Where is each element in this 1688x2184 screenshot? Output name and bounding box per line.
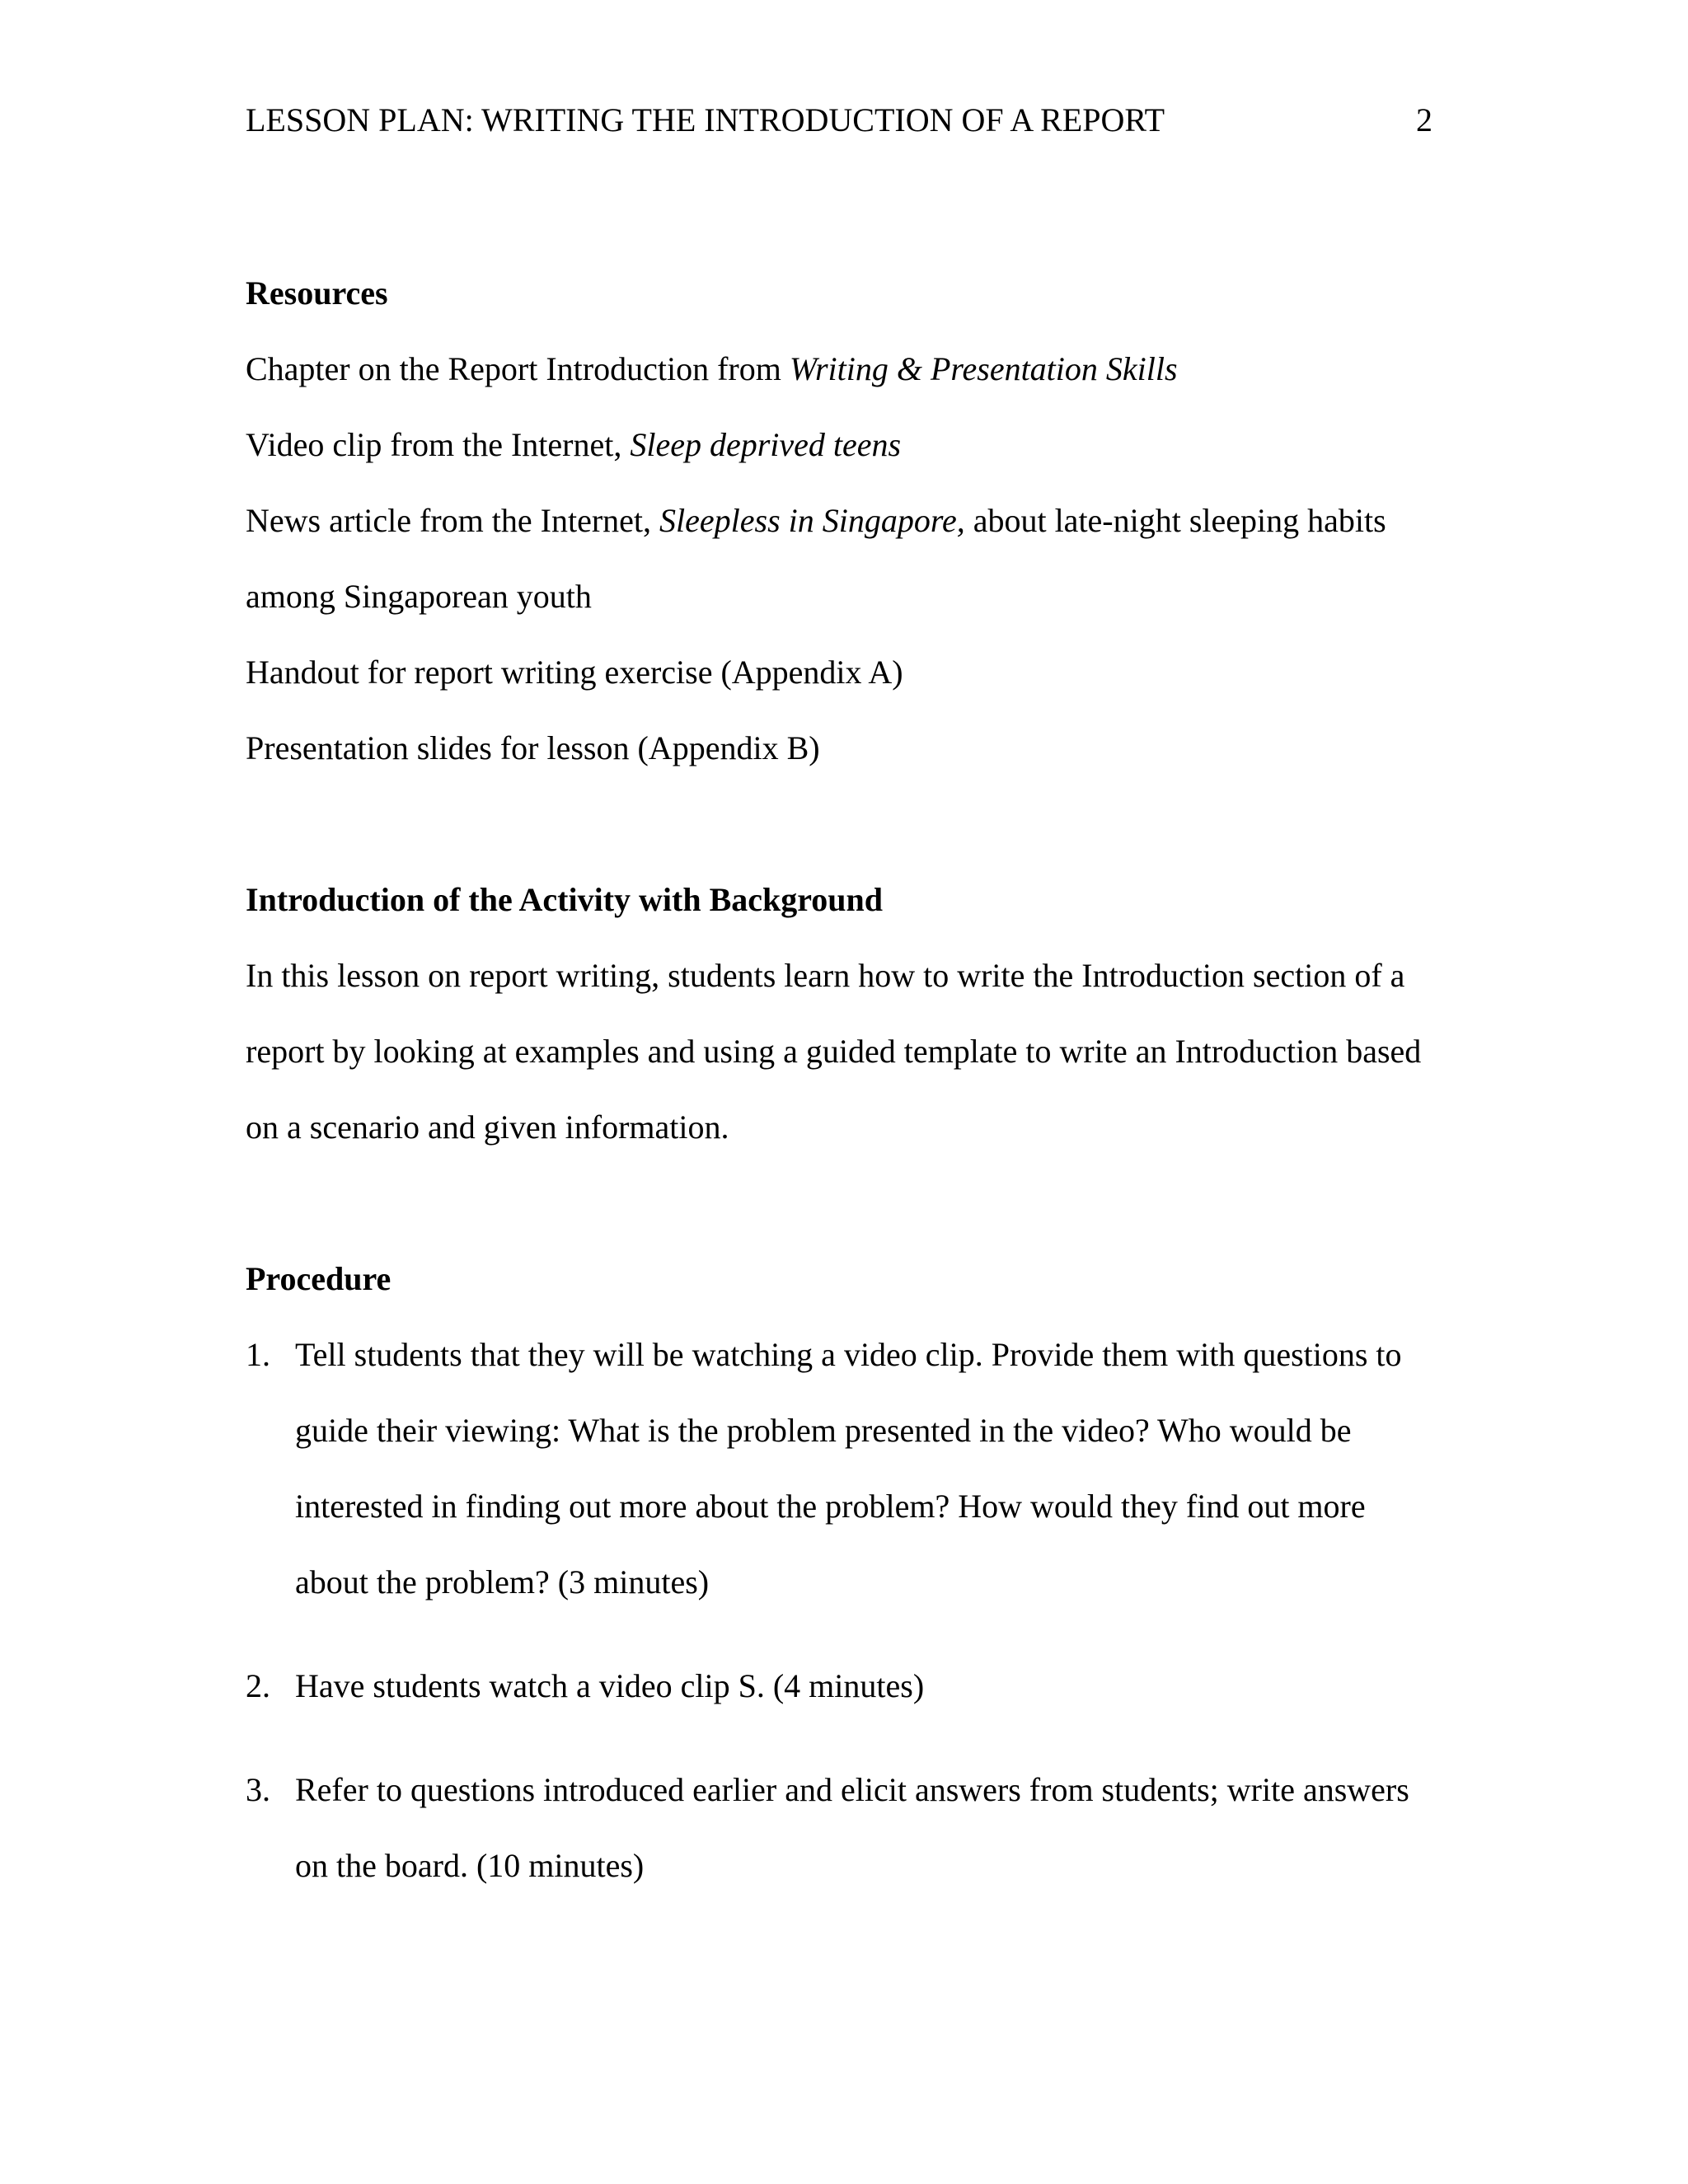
introduction-line: report by looking at examples and using a guided template to write an Introduction based (246, 1033, 1422, 1070)
introduction-heading: Introduction of the Activity with Background (246, 881, 884, 918)
resource-item-video (246, 420, 1449, 496)
introduction-line: on a scenario and given information. (246, 1108, 729, 1146)
resource-item-slides: Presentation slides for lesson (Appendix B) (246, 729, 820, 766)
step-line: interested in finding out more about the problem? How would they find out more (295, 1488, 1366, 1525)
step-line: Have students watch a video clip S. (4 minutes) (295, 1667, 925, 1704)
resource-item-article-cont: among Singaporean youth (246, 578, 592, 615)
page-number: 2 (1416, 101, 1432, 138)
procedure-step-2 (246, 1661, 1449, 1737)
step-number: 3. (246, 1771, 270, 1808)
procedure-step-1 (246, 1330, 1449, 1633)
step-line: Tell students that they will be watching a video clip. Provide them with questions to (295, 1336, 1402, 1373)
resources-heading: Resources (246, 274, 388, 312)
step-line: Refer to questions introduced earlier and elicit answers from students; write answers (295, 1771, 1409, 1808)
step-line: on the board. (10 minutes) (295, 1847, 645, 1884)
resource-text: News article from the Internet, (246, 502, 660, 539)
video-title: Sleep deprived teens (630, 426, 902, 463)
resource-text: about late-night sleeping habits (964, 502, 1386, 539)
introduction-line: In this lesson on report writing, students learn how to write the Introduction section of a (246, 957, 1405, 994)
document-body (246, 269, 1449, 1917)
step-line: about the problem? (3 minutes) (295, 1563, 710, 1601)
procedure-heading: Procedure (246, 1260, 392, 1297)
resource-text: Chapter on the Report Introduction from (246, 350, 790, 387)
running-head: LESSON PLAN: WRITING THE INTRODUCTION OF A REPORT (246, 101, 1165, 138)
step-line: guide their viewing: What is the problem presented in the video? Who would be (295, 1412, 1352, 1449)
step-number: 1. (246, 1336, 270, 1373)
step-number: 2. (246, 1667, 270, 1704)
resource-text: Video clip from the Internet, (246, 426, 631, 463)
resource-item-chapter (246, 344, 1449, 420)
article-title: Sleepless in Singapore, (659, 502, 965, 539)
procedure-step-3 (246, 1765, 1449, 1917)
resource-item-article (246, 496, 1449, 572)
book-title: Writing & Presentation Skills (789, 350, 1178, 387)
resource-item-handout: Handout for report writing exercise (Appendix A) (246, 654, 903, 691)
